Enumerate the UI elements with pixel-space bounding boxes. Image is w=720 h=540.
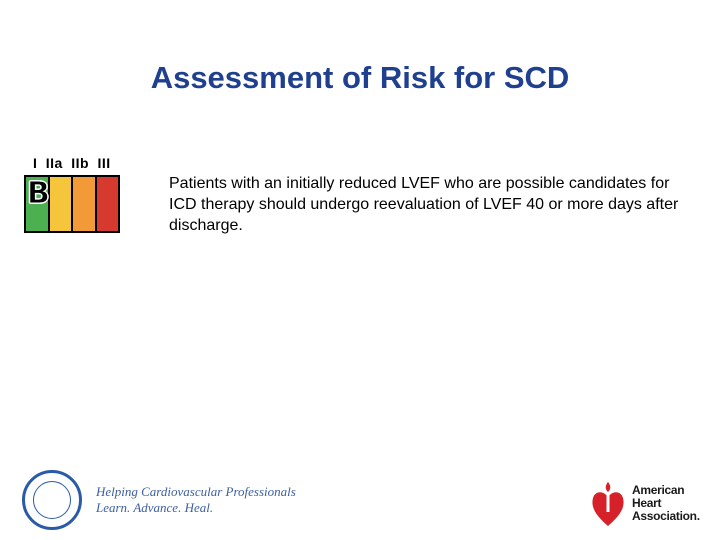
acc-tagline	[96, 484, 296, 516]
class-label-iii: III	[97, 155, 111, 171]
class-iib-cell	[73, 177, 97, 231]
class-iii-cell	[97, 177, 119, 231]
aha-line2: Heart	[632, 495, 662, 510]
class-iia-cell	[50, 177, 74, 231]
level-of-evidence-letter: B	[27, 176, 50, 211]
class-label-i: I	[33, 155, 38, 171]
acc-tagline-line1: Helping Cardiovascular Professionals	[96, 484, 296, 499]
aha-logo-block	[590, 478, 700, 528]
acc-seal-icon	[22, 470, 82, 530]
class-label-iib: IIb	[71, 155, 90, 171]
acc-tagline-line2: Learn. Advance. Heal.	[96, 500, 214, 515]
acc-logo-block	[22, 470, 296, 530]
recommendation-text: Patients with an initially reduced LVEF who are possible candidates for ICD therapy should undergo reevaluation of LVEF 40 or more days after discharge.	[169, 175, 679, 234]
class-label-iia: IIa	[45, 155, 63, 171]
aha-heart-torch-icon	[590, 478, 626, 528]
recommendation-class-labels	[33, 155, 115, 171]
aha-line3: Association.	[632, 508, 700, 523]
aha-wordmark	[632, 484, 700, 523]
slide-title: Assessment of Risk for SCD	[150, 60, 570, 95]
aha-line1: American	[632, 482, 685, 497]
